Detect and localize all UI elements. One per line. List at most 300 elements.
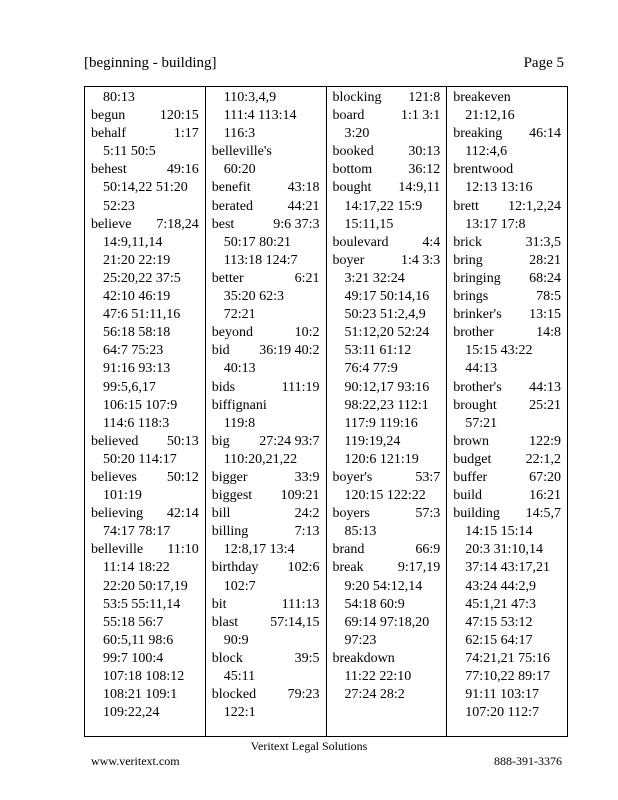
page-line-references: 45:11 xyxy=(223,669,256,684)
index-entry-continuation xyxy=(91,487,205,505)
page-line-references: 111:19 xyxy=(281,379,320,395)
page-line-references: 67:20 xyxy=(529,469,561,485)
index-entry xyxy=(91,433,205,451)
index-entry xyxy=(453,505,567,523)
index-term: billing xyxy=(211,524,249,540)
page-line-references: 49:17 50:14,16 xyxy=(344,289,430,305)
footer-phone: 888-391-3376 xyxy=(494,754,562,768)
index-term: brett xyxy=(453,198,479,214)
page-line-references: 31:3,5 xyxy=(525,234,561,250)
index-entry xyxy=(453,252,567,270)
index-entry xyxy=(453,234,567,252)
page-line-references: 37:14 43:17,21 xyxy=(465,560,551,576)
index-term: booked xyxy=(332,144,374,160)
index-entry-continuation xyxy=(212,668,326,686)
page-line-references: 119:8 xyxy=(223,415,256,431)
index-term: begun xyxy=(91,108,126,124)
index-entry xyxy=(212,143,326,161)
index-term: budget xyxy=(453,451,492,467)
index-term: brought xyxy=(453,397,497,413)
page-line-references: 120:6 121:19 xyxy=(344,451,419,467)
index-entry-continuation xyxy=(333,451,447,469)
index-entry-continuation xyxy=(212,89,326,107)
index-entry-continuation xyxy=(91,306,205,324)
index-entry-continuation xyxy=(212,288,326,306)
page-line-references: 27:24 93:7 xyxy=(259,433,320,449)
index-entry-continuation xyxy=(91,270,205,288)
page-line-references: 22:20 50:17,19 xyxy=(103,578,188,594)
index-entry-continuation xyxy=(91,668,205,686)
page-line-references: 43:18 xyxy=(287,180,320,196)
index-entry-continuation xyxy=(91,360,205,378)
index-term: big xyxy=(211,433,230,449)
index-term: bid xyxy=(211,343,230,359)
index-term: bring xyxy=(453,252,483,268)
page-line-references: 64:7 75:23 xyxy=(103,343,164,359)
index-entry xyxy=(453,379,567,397)
index-term: brinker's xyxy=(453,307,502,323)
index-term: bill xyxy=(211,506,231,522)
index-term: bought xyxy=(332,180,372,196)
index-term: brother's xyxy=(453,379,502,395)
index-entry-continuation xyxy=(212,360,326,378)
index-entry xyxy=(333,143,447,161)
index-entry-continuation xyxy=(212,234,326,252)
page-line-references: 47:15 53:12 xyxy=(465,614,533,630)
page-line-references: 62:15 64:17 xyxy=(465,632,533,648)
page-line-references: 12:1,2,24 xyxy=(508,198,561,214)
page-line-references: 107:18 108:12 xyxy=(103,669,185,684)
index-entry-continuation xyxy=(91,632,205,650)
index-entry-continuation xyxy=(333,686,447,704)
index-entry-continuation xyxy=(212,107,326,125)
index-term: break xyxy=(332,560,364,576)
index-term: board xyxy=(332,108,365,124)
index-entry-continuation xyxy=(212,704,326,722)
index-term: building xyxy=(453,506,500,522)
page-line-references: 68:24 xyxy=(529,270,561,286)
index-entry-continuation xyxy=(91,614,205,632)
index-entry-continuation xyxy=(91,143,205,161)
page-line-references: 50:13 xyxy=(166,433,199,449)
index-entry-continuation xyxy=(91,650,205,668)
index-entry xyxy=(212,324,326,342)
index-term: bringing xyxy=(453,270,501,286)
page-line-references: 15:15 43:22 xyxy=(465,343,533,359)
index-entry xyxy=(212,596,326,614)
index-entry-continuation xyxy=(91,234,205,252)
index-entry-continuation xyxy=(453,179,567,197)
index-entry xyxy=(333,469,447,487)
index-entry-continuation xyxy=(333,632,447,650)
page-line-references: 112:4,6 xyxy=(465,144,508,160)
index-entry xyxy=(212,469,326,487)
index-term: brentwood xyxy=(453,162,514,178)
index-entry xyxy=(333,541,447,559)
page-line-references: 42:10 46:19 xyxy=(103,289,171,305)
index-entry-continuation xyxy=(453,107,567,125)
index-entry-continuation xyxy=(212,632,326,650)
index-entry-continuation xyxy=(91,559,205,577)
index-entry-continuation xyxy=(91,288,205,306)
index-entry xyxy=(212,216,326,234)
index-term: bigger xyxy=(211,469,248,485)
index-entry-continuation xyxy=(333,614,447,632)
page-line-references: 1:1 3:1 xyxy=(400,108,441,124)
page-number: Page 5 xyxy=(523,55,564,71)
index-term: boyers xyxy=(332,506,370,522)
page-line-references: 121:8 xyxy=(408,90,441,105)
page-line-references: 46:14 xyxy=(529,126,561,142)
index-entry xyxy=(333,179,447,197)
page-line-references: 106:15 107:9 xyxy=(103,397,178,413)
page-line-references: 102:6 xyxy=(287,560,320,576)
page-line-references: 50:20 114:17 xyxy=(103,451,177,467)
index-entry-continuation xyxy=(453,668,567,686)
page-line-references: 25:20,22 37:5 xyxy=(103,270,181,286)
page-line-references: 28:21 xyxy=(529,252,561,268)
page-line-references: 107:20 112:7 xyxy=(465,705,540,721)
page-line-references: 57:21 xyxy=(465,415,498,431)
index-entry xyxy=(91,107,205,125)
page-line-references: 14:9,11 xyxy=(398,180,441,196)
index-entry-continuation xyxy=(333,125,447,143)
index-entry-continuation xyxy=(91,252,205,270)
index-term: boulevard xyxy=(332,234,389,250)
page-line-references: 52:23 xyxy=(103,198,135,214)
index-entry-continuation xyxy=(212,125,326,143)
page-line-references: 77:10,22 89:17 xyxy=(465,669,551,684)
index-term: brings xyxy=(453,289,489,305)
page-line-references: 97:23 xyxy=(344,632,377,648)
page-line-references: 79:23 xyxy=(287,687,320,703)
index-entry xyxy=(333,505,447,523)
index-entry xyxy=(212,614,326,632)
index-entry xyxy=(212,397,326,415)
index-entry xyxy=(212,379,326,397)
index-entry-continuation xyxy=(333,415,447,433)
page-line-references: 69:14 97:18,20 xyxy=(344,614,430,630)
index-entry xyxy=(453,125,567,143)
index-entry-continuation xyxy=(91,89,205,107)
page-line-references: 43:24 44:2,9 xyxy=(465,578,537,594)
index-entry-continuation xyxy=(333,578,447,596)
index-entry-continuation xyxy=(333,198,447,216)
page-line-references: 47:6 51:11,16 xyxy=(103,307,181,323)
index-term: bottom xyxy=(332,162,373,178)
index-entry-continuation xyxy=(453,541,567,559)
page-line-references: 13:15 xyxy=(529,307,561,323)
page-line-references: 110:20,21,22 xyxy=(223,451,298,467)
page-line-references: 57:3 xyxy=(415,506,441,522)
index-term: blocked xyxy=(211,687,257,703)
index-term: believed xyxy=(91,433,139,449)
page-line-references: 39:5 xyxy=(294,650,320,666)
page-line-references: 27:24 28:2 xyxy=(344,687,405,703)
index-entry xyxy=(453,198,567,216)
index-term: boyer xyxy=(332,252,365,268)
index-term: birthday xyxy=(211,560,259,576)
index-entry-continuation xyxy=(212,451,326,469)
index-entry-continuation xyxy=(333,288,447,306)
index-term: blocking xyxy=(332,90,382,105)
page-line-references: 15:11,15 xyxy=(344,216,394,232)
index-column-1 xyxy=(85,87,206,736)
index-entry-continuation xyxy=(91,397,205,415)
page-line-references: 50:12 xyxy=(166,469,199,485)
page-line-references: 44:13 xyxy=(465,361,498,377)
index-term: bids xyxy=(211,379,236,395)
index-entry-continuation xyxy=(333,306,447,324)
index-entry xyxy=(212,342,326,360)
index-entry xyxy=(453,270,567,288)
page-line-references: 3:20 xyxy=(344,126,370,142)
index-entry xyxy=(212,559,326,577)
index-entry-continuation xyxy=(91,179,205,197)
page-line-references: 40:13 xyxy=(223,361,256,377)
index-entry-continuation xyxy=(453,216,567,234)
index-entry xyxy=(91,541,205,559)
index-entry xyxy=(333,107,447,125)
index-column-4 xyxy=(447,87,567,736)
index-entry-continuation xyxy=(212,541,326,559)
page-line-references: 7:13 xyxy=(294,524,320,540)
index-term: behalf xyxy=(91,126,126,142)
page-line-references: 78:5 xyxy=(536,289,561,305)
page-line-references: 11:22 22:10 xyxy=(344,669,412,684)
index-entry xyxy=(91,125,205,143)
page-line-references: 91:16 93:13 xyxy=(103,361,171,377)
index-entry-continuation xyxy=(453,596,567,614)
index-entry-continuation xyxy=(333,360,447,378)
page-line-references: 10:2 xyxy=(294,325,320,341)
index-term: brother xyxy=(453,325,494,341)
page-line-references: 53:11 61:12 xyxy=(344,343,412,359)
index-entry xyxy=(212,686,326,704)
index-term: benefit xyxy=(211,180,251,196)
page-line-references: 14:5,7 xyxy=(525,506,561,522)
page-line-references: 101:19 xyxy=(103,488,142,504)
index-column-3 xyxy=(327,87,448,736)
page-line-references: 80:13 xyxy=(103,90,135,105)
page-line-references: 91:11 103:17 xyxy=(465,687,540,703)
index-range-header: [beginning - building] xyxy=(84,55,217,71)
index-term: breakeven xyxy=(453,90,511,105)
index-entry-continuation xyxy=(333,523,447,541)
page-line-references: 99:7 100:4 xyxy=(103,650,164,666)
footer-company: Veritext Legal Solutions xyxy=(250,739,368,753)
index-entry-continuation xyxy=(333,324,447,342)
page-line-references: 116:3 xyxy=(223,126,256,142)
page-line-references: 14:8 xyxy=(536,325,561,341)
page-line-references: 57:14,15 xyxy=(270,614,320,630)
index-entry xyxy=(453,161,567,179)
index-entry xyxy=(453,469,567,487)
index-term: berated xyxy=(211,198,253,214)
page-line-references: 1:17 xyxy=(173,126,199,142)
index-entry-continuation xyxy=(333,342,447,360)
index-entry xyxy=(333,559,447,577)
index-term: believe xyxy=(91,216,132,232)
index-term: behest xyxy=(91,162,127,178)
index-entry-continuation xyxy=(333,433,447,451)
page-line-references: 16:21 xyxy=(529,488,561,504)
index-entry xyxy=(212,270,326,288)
index-entry xyxy=(212,505,326,523)
index-entry xyxy=(91,469,205,487)
page-line-references: 7:18,24 xyxy=(156,216,199,232)
page-line-references: 54:18 60:9 xyxy=(344,596,405,612)
page-line-references: 113:18 124:7 xyxy=(223,252,298,268)
index-entry xyxy=(212,433,326,451)
index-entry xyxy=(453,397,567,415)
index-entry xyxy=(212,650,326,668)
index-entry-continuation xyxy=(91,198,205,216)
index-term: blast xyxy=(211,614,239,630)
page-line-references: 90:9 xyxy=(223,632,249,648)
index-entry-continuation xyxy=(212,415,326,433)
page-line-references: 122:9 xyxy=(529,433,561,449)
page-line-references: 90:12,17 93:16 xyxy=(344,379,430,395)
page-line-references: 55:18 56:7 xyxy=(103,614,164,630)
index-entry-continuation xyxy=(453,614,567,632)
index-entry-continuation xyxy=(91,379,205,397)
index-entry-continuation xyxy=(333,596,447,614)
page-line-references: 30:13 xyxy=(408,144,441,160)
index-entry xyxy=(333,161,447,179)
page-line-references: 98:22,23 112:1 xyxy=(344,397,429,413)
index-entry xyxy=(333,234,447,252)
index-entry xyxy=(91,505,205,523)
page-line-references: 110:3,4,9 xyxy=(223,90,277,105)
page-line-references: 50:17 80:21 xyxy=(223,234,292,250)
page-line-references: 102:7 xyxy=(223,578,256,594)
index-entry-continuation xyxy=(453,686,567,704)
index-term: belleville xyxy=(91,542,144,558)
index-entry-continuation xyxy=(453,704,567,722)
page-line-references: 4:4 xyxy=(422,234,441,250)
index-entry-continuation xyxy=(212,306,326,324)
index-entry-continuation xyxy=(212,161,326,179)
page-line-references: 117:9 119:16 xyxy=(344,415,418,431)
page-line-references: 76:4 77:9 xyxy=(344,361,398,377)
page-line-references: 36:12 xyxy=(408,162,441,178)
page-line-references: 35:20 62:3 xyxy=(223,289,285,305)
index-entry xyxy=(212,487,326,505)
index-term: believes xyxy=(91,469,137,485)
page-line-references: 36:19 40:2 xyxy=(259,343,320,359)
index-term: bit xyxy=(211,596,227,612)
page-line-references: 119:19,24 xyxy=(344,433,401,449)
index-term: brick xyxy=(453,234,483,250)
page-line-references: 21:12,16 xyxy=(465,108,515,124)
index-entry xyxy=(91,216,205,234)
index-entry-continuation xyxy=(453,559,567,577)
index-entry-continuation xyxy=(453,578,567,596)
index-entry-continuation xyxy=(91,324,205,342)
index-entry-continuation xyxy=(453,360,567,378)
index-entry xyxy=(333,650,447,668)
index-entry xyxy=(212,198,326,216)
page-line-references: 9:17,19 xyxy=(397,560,441,576)
index-entry-continuation xyxy=(333,397,447,415)
index-entry-continuation xyxy=(91,704,205,722)
index-term: biffignani xyxy=(211,397,267,413)
page-line-references: 44:13 xyxy=(529,379,561,395)
index-entry xyxy=(212,523,326,541)
index-term: breaking xyxy=(453,126,503,142)
index-entry xyxy=(453,89,567,107)
page-line-references: 53:7 xyxy=(415,469,441,485)
page-line-references: 111:4 113:14 xyxy=(223,108,297,124)
index-entry-continuation xyxy=(333,270,447,288)
footer-website: www.veritext.com xyxy=(91,754,180,768)
index-column-2 xyxy=(206,87,327,736)
index-entry xyxy=(453,433,567,451)
index-term: brand xyxy=(332,542,365,558)
page-line-references: 109:21 xyxy=(280,488,320,504)
index-entry-continuation xyxy=(91,686,205,704)
index-entry xyxy=(453,487,567,505)
page-line-references: 6:21 xyxy=(294,270,320,286)
page-line-references: 51:12,20 52:24 xyxy=(344,325,430,341)
page-line-references: 66:9 xyxy=(415,542,441,558)
page-line-references: 45:1,21 47:3 xyxy=(465,596,537,612)
page-line-references: 72:21 xyxy=(223,307,256,323)
page-line-references: 53:5 55:11,14 xyxy=(103,596,181,612)
index-term: best xyxy=(211,216,235,232)
index-entry xyxy=(333,89,447,107)
page-line-references: 1:4 3:3 xyxy=(400,252,441,268)
page-line-references: 14:17,22 15:9 xyxy=(344,198,423,214)
index-entry xyxy=(453,288,567,306)
index-entry-continuation xyxy=(333,379,447,397)
page-line-references: 42:14 xyxy=(166,506,199,522)
index-entry-continuation xyxy=(333,668,447,686)
index-entry xyxy=(453,324,567,342)
index-term: breakdown xyxy=(332,650,395,666)
index-entry-continuation xyxy=(453,143,567,161)
page-line-references: 14:9,11,14 xyxy=(103,234,163,250)
index-term: biggest xyxy=(211,488,253,504)
page-line-references: 111:13 xyxy=(281,596,320,612)
page-line-references: 120:15 122:22 xyxy=(344,488,426,504)
page-line-references: 24:2 xyxy=(294,506,320,522)
index-entry-continuation xyxy=(333,216,447,234)
page-line-references: 33:9 xyxy=(294,469,320,485)
page-line-references: 50:14,22 51:20 xyxy=(103,180,188,196)
index-entry-continuation xyxy=(91,523,205,541)
page-line-references: 12:8,17 13:4 xyxy=(223,542,295,558)
index-entry-continuation xyxy=(453,342,567,360)
index-term: better xyxy=(211,270,244,286)
page-line-references: 85:13 xyxy=(344,524,377,540)
page-line-references: 22:1,2 xyxy=(525,451,561,467)
index-term: beyond xyxy=(211,325,253,341)
page-line-references: 9:6 37:3 xyxy=(273,216,320,232)
page-line-references: 50:23 51:2,4,9 xyxy=(344,307,426,323)
index-entry-continuation xyxy=(333,487,447,505)
page-line-references: 108:21 109:1 xyxy=(103,687,178,703)
index-term: buffer xyxy=(453,469,488,485)
page-line-references: 109:22,24 xyxy=(103,705,160,721)
page-line-references: 99:5,6,17 xyxy=(103,379,156,395)
page-line-references: 49:16 xyxy=(166,162,199,178)
page-line-references: 3:21 32:24 xyxy=(344,270,405,286)
index-entry xyxy=(91,161,205,179)
page-line-references: 9:20 54:12,14 xyxy=(344,578,423,594)
index-term: brown xyxy=(453,433,490,449)
